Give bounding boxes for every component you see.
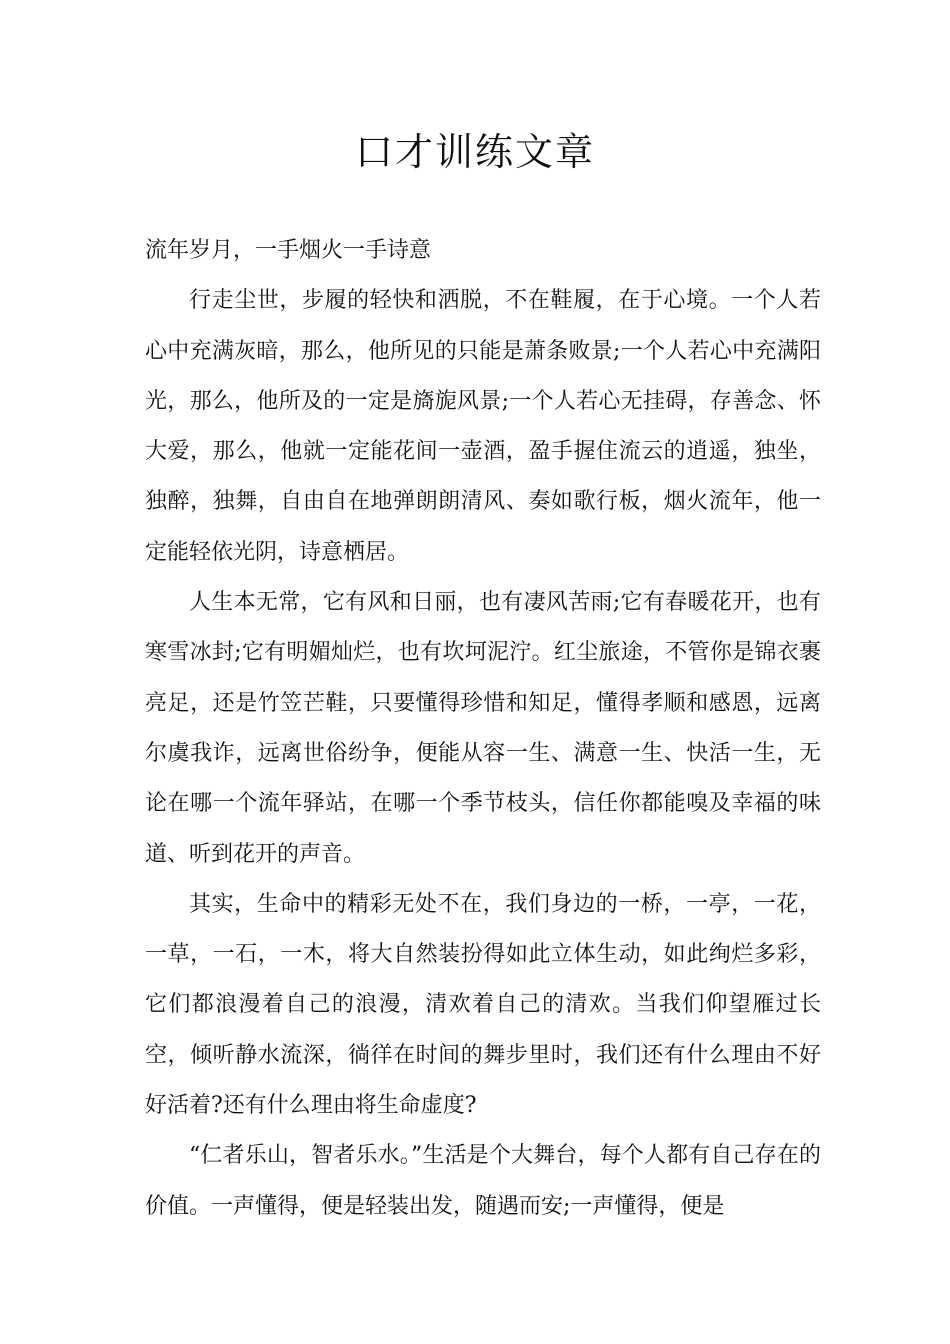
paragraph-4: “仁者乐山，智者乐水。”生活是个大舞台，每个人都有自己存在的价值。一声懂得，便是轻装出发，随遇而安;一声懂得，便是 xyxy=(145,1143,821,1219)
document-subtitle: 流年岁月，一手烟火一手诗意 xyxy=(145,238,432,263)
paragraph-2: 人生本无常，它有风和日丽，也有凄风苦雨;它有春暖花开，也有寒雪冰封;它有明媚灿烂，也有坎坷泥泞。红尘旅途，不管你是锦衣裹亮足，还是竹笠芒鞋，只要懂得珍惜和知足，懂得孝顺和感恩，远离尔虞我诈，远离世俗纷争，便能从容一生、满意一生、快活一生，无论在哪一个流年驿站，在哪一个季节枝头，信任你都能嗅及幸福的味道、听到花开的声音。 xyxy=(145,590,821,867)
paragraph-1: 行走尘世，步履的轻快和洒脱，不在鞋履，在于心境。一个人若心中充满灰暗，那么，他所见的只能是萧条败景;一个人若心中充满阳光，那么，他所及的一定是旖旎风景;一个人若心无挂碍，存善念、怀大爱，那么，他就一定能花间一壶酒，盈手握住流云的逍遥，独坐，独醉，独舞，自由自在地弹朗朗清风、奏如歌行板，烟火流年，他一定能轻依光阴，诗意栖居。 xyxy=(145,288,821,565)
document-body xyxy=(145,226,821,1232)
document-title: 口才训练文章 xyxy=(354,130,595,174)
paragraph-3: 其实，生命中的精彩无处不在，我们身边的一桥，一亭，一花，一草，一石，一木，将大自然装扮得如此立体生动，如此绚烂多彩，它们都浪漫着自己的浪漫，清欢着自己的清欢。当我们仰望雁过长空，倾听静水流深，徜徉在时间的舞步里时，我们还有什么理由不好好活着?还有什么理由将生命虚度? xyxy=(145,891,821,1119)
